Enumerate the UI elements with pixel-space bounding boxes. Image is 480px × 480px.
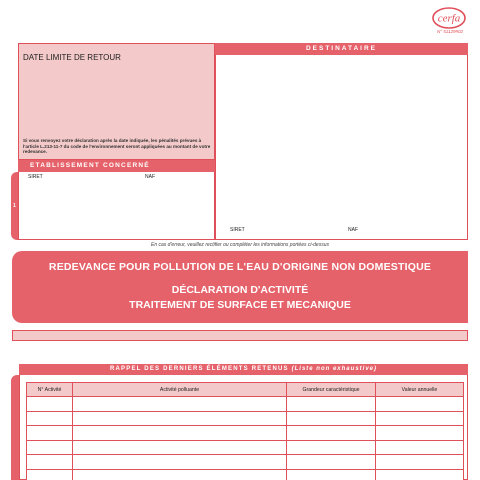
cerfa-logo-text: cerfa — [437, 12, 461, 25]
form-title-line-3: TRAITEMENT DE SURFACE ET MECANIQUE — [129, 299, 351, 311]
table-cell[interactable] — [27, 440, 73, 455]
col-header-characteristic-size: Grandeur caractéristique — [287, 383, 376, 397]
table-cell[interactable] — [287, 426, 376, 441]
col-header-annual-value: Valeur annuelle — [376, 383, 464, 397]
table-row — [27, 440, 464, 455]
table-cell[interactable] — [27, 411, 73, 426]
col-header-activity-number: N° Activité — [27, 383, 73, 397]
table-cell[interactable] — [73, 455, 287, 470]
separator-band — [12, 330, 468, 341]
table-cell[interactable] — [27, 397, 73, 412]
activities-table — [26, 382, 464, 480]
rappel-header — [19, 364, 468, 375]
form-title-line-1: REDEVANCE POUR POLLUTION DE L'EAU D'ORIGINE NON DOMESTIQUE — [48, 261, 432, 273]
table-cell[interactable] — [376, 426, 464, 441]
destinataire-header: DESTINATAIRE — [215, 43, 468, 55]
col-header-polluting-activity: Activité polluante — [73, 383, 287, 397]
table-row — [27, 397, 464, 412]
table-cell[interactable] — [73, 440, 287, 455]
penalty-notice: Si vous renvoyez votre déclaration après la date indiquée, les pénalités prévues à l'article L.213-11-7 du code de l'environnement seront appliquées au montant de votre redevance. — [23, 138, 211, 155]
section-tab-1-number: 1 — [13, 203, 16, 209]
table-cell[interactable] — [376, 469, 464, 480]
table-cell[interactable] — [73, 426, 287, 441]
table-row — [27, 469, 464, 480]
table-row — [27, 426, 464, 441]
table-cell[interactable] — [287, 440, 376, 455]
table-cell[interactable] — [27, 469, 73, 480]
form-title-line-2: DÉCLARATION D'ACTIVITÉ — [171, 284, 309, 296]
etablissement-header: ETABLISSEMENT CONCERNÉ — [18, 160, 215, 172]
table-cell[interactable] — [376, 411, 464, 426]
table-cell[interactable] — [27, 426, 73, 441]
table-cell[interactable] — [376, 440, 464, 455]
table-cell[interactable] — [73, 411, 287, 426]
table-cell[interactable] — [376, 455, 464, 470]
table-row — [27, 455, 464, 470]
destinataire-naf-label: NAF — [348, 227, 358, 233]
table-header-row — [27, 383, 464, 397]
table-cell[interactable] — [287, 411, 376, 426]
date-limite-label: DATE LIMITE DE RETOUR — [23, 53, 121, 62]
rappel-title: RAPPEL DES DERNIERS ÉLÉMENTS RETENUS — [109, 366, 289, 372]
table-cell[interactable] — [287, 455, 376, 470]
correction-note: En cas d'erreur, veuillez rectifier ou compléter les informations portées ci-dessus — [151, 242, 329, 248]
destinataire-siret-label: SIRET — [230, 227, 245, 233]
table-cell[interactable] — [27, 455, 73, 470]
table-cell[interactable] — [73, 469, 287, 480]
destinataire-box[interactable] — [215, 55, 468, 240]
cerfa-number: N° 51129#02 — [437, 29, 463, 34]
table-row — [27, 411, 464, 426]
form-title-band — [12, 251, 468, 323]
etablissement-box[interactable] — [18, 172, 215, 240]
cerfa-logo — [431, 6, 467, 30]
table-cell[interactable] — [376, 397, 464, 412]
rappel-subtitle: (Liste non exhaustive) — [291, 366, 377, 372]
etablissement-naf-label: NAF — [145, 174, 155, 180]
table-cell[interactable] — [287, 397, 376, 412]
etablissement-siret-label: SIRET — [28, 174, 43, 180]
table-cell[interactable] — [73, 397, 287, 412]
date-limite-box — [18, 43, 215, 160]
table-cell[interactable] — [287, 469, 376, 480]
